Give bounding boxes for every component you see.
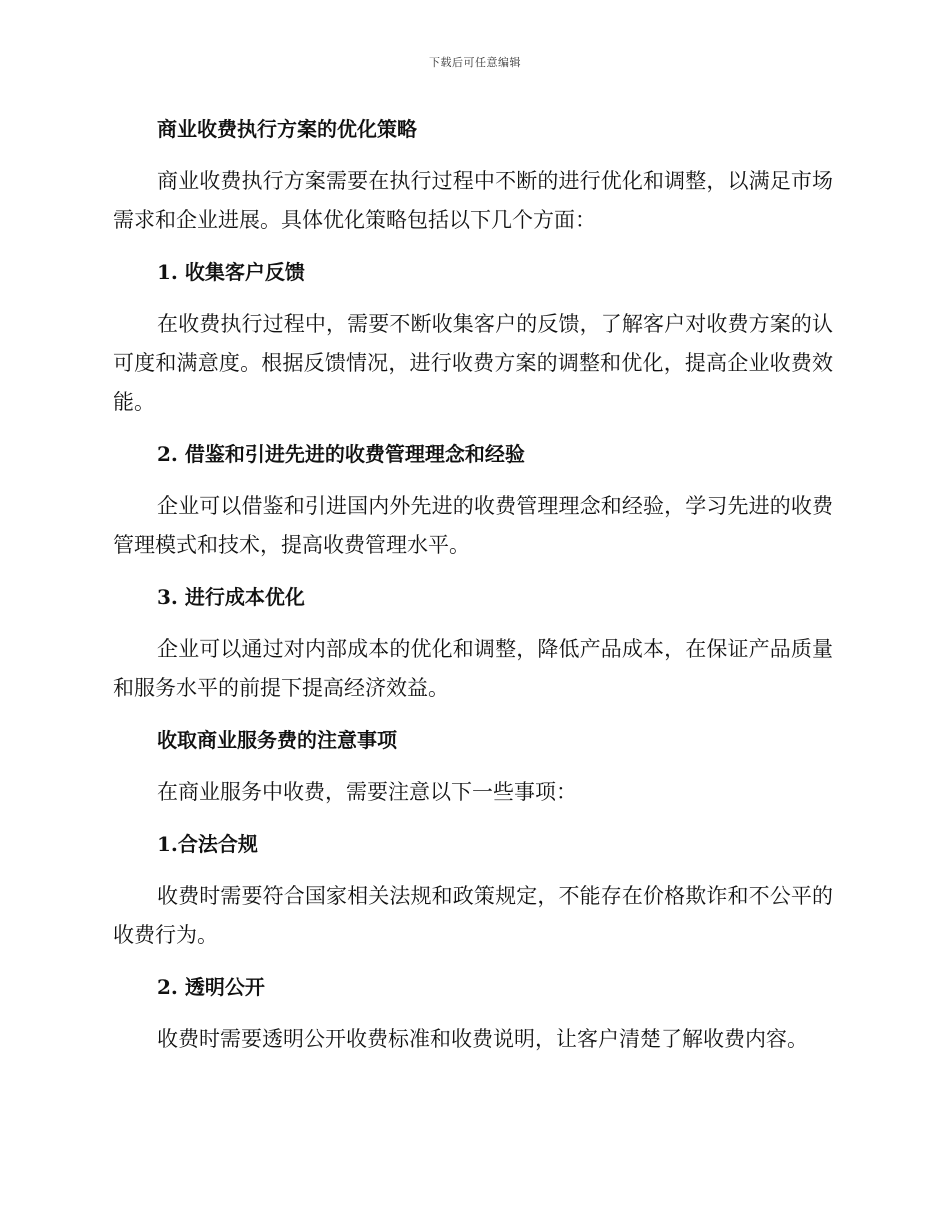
paragraph-collect-feedback: 在收费执行过程中，需要不断收集客户的反馈，了解客户对收费方案的认可度和满意度。根据反馈情况，进行收费方案的调整和优化，提高企业收费效能。 bbox=[113, 312, 833, 414]
section-heading-precautions: 收取商业服务费的注意事项 bbox=[157, 728, 397, 752]
paragraph-legal-compliance: 收费时需要符合国家相关法规和政策规定，不能存在价格欺诈和不公平的收费行为。 bbox=[113, 884, 833, 947]
subheading-learn-advanced: 2. 借鉴和引进先进的收费管理理念和经验 bbox=[157, 442, 525, 466]
paragraph-learn-advanced: 企业可以借鉴和引进国内外先进的收费管理理念和经验，学习先进的收费管理模式和技术，提高收费管理水平。 bbox=[113, 494, 833, 557]
section-heading-optimization: 商业收费执行方案的优化策略 bbox=[157, 117, 417, 141]
page-header: 下载后可任意编辑 bbox=[429, 56, 521, 69]
paragraph-optimization-intro: 商业收费执行方案需要在执行过程中不断的进行优化和调整，以满足市场需求和企业进展。具体优化策略包括以下几个方面： bbox=[113, 169, 833, 232]
subheading-transparency: 2. 透明公开 bbox=[157, 975, 265, 999]
paragraph-cost-optimization: 企业可以通过对内部成本的优化和调整，降低产品成本，在保证产品质量和服务水平的前提下提高经济效益。 bbox=[113, 637, 833, 700]
subheading-legal-compliance: 1.合法合规 bbox=[157, 832, 258, 856]
paragraph-transparency: 收费时需要透明公开收费标准和收费说明，让客户清楚了解收费内容。 bbox=[157, 1027, 808, 1051]
paragraph-precautions-intro: 在商业服务中收费，需要注意以下一些事项： bbox=[157, 780, 577, 804]
document-body bbox=[113, 110, 833, 1072]
subheading-cost-optimization: 3. 进行成本优化 bbox=[157, 585, 305, 609]
subheading-collect-feedback: 1. 收集客户反馈 bbox=[157, 260, 305, 284]
